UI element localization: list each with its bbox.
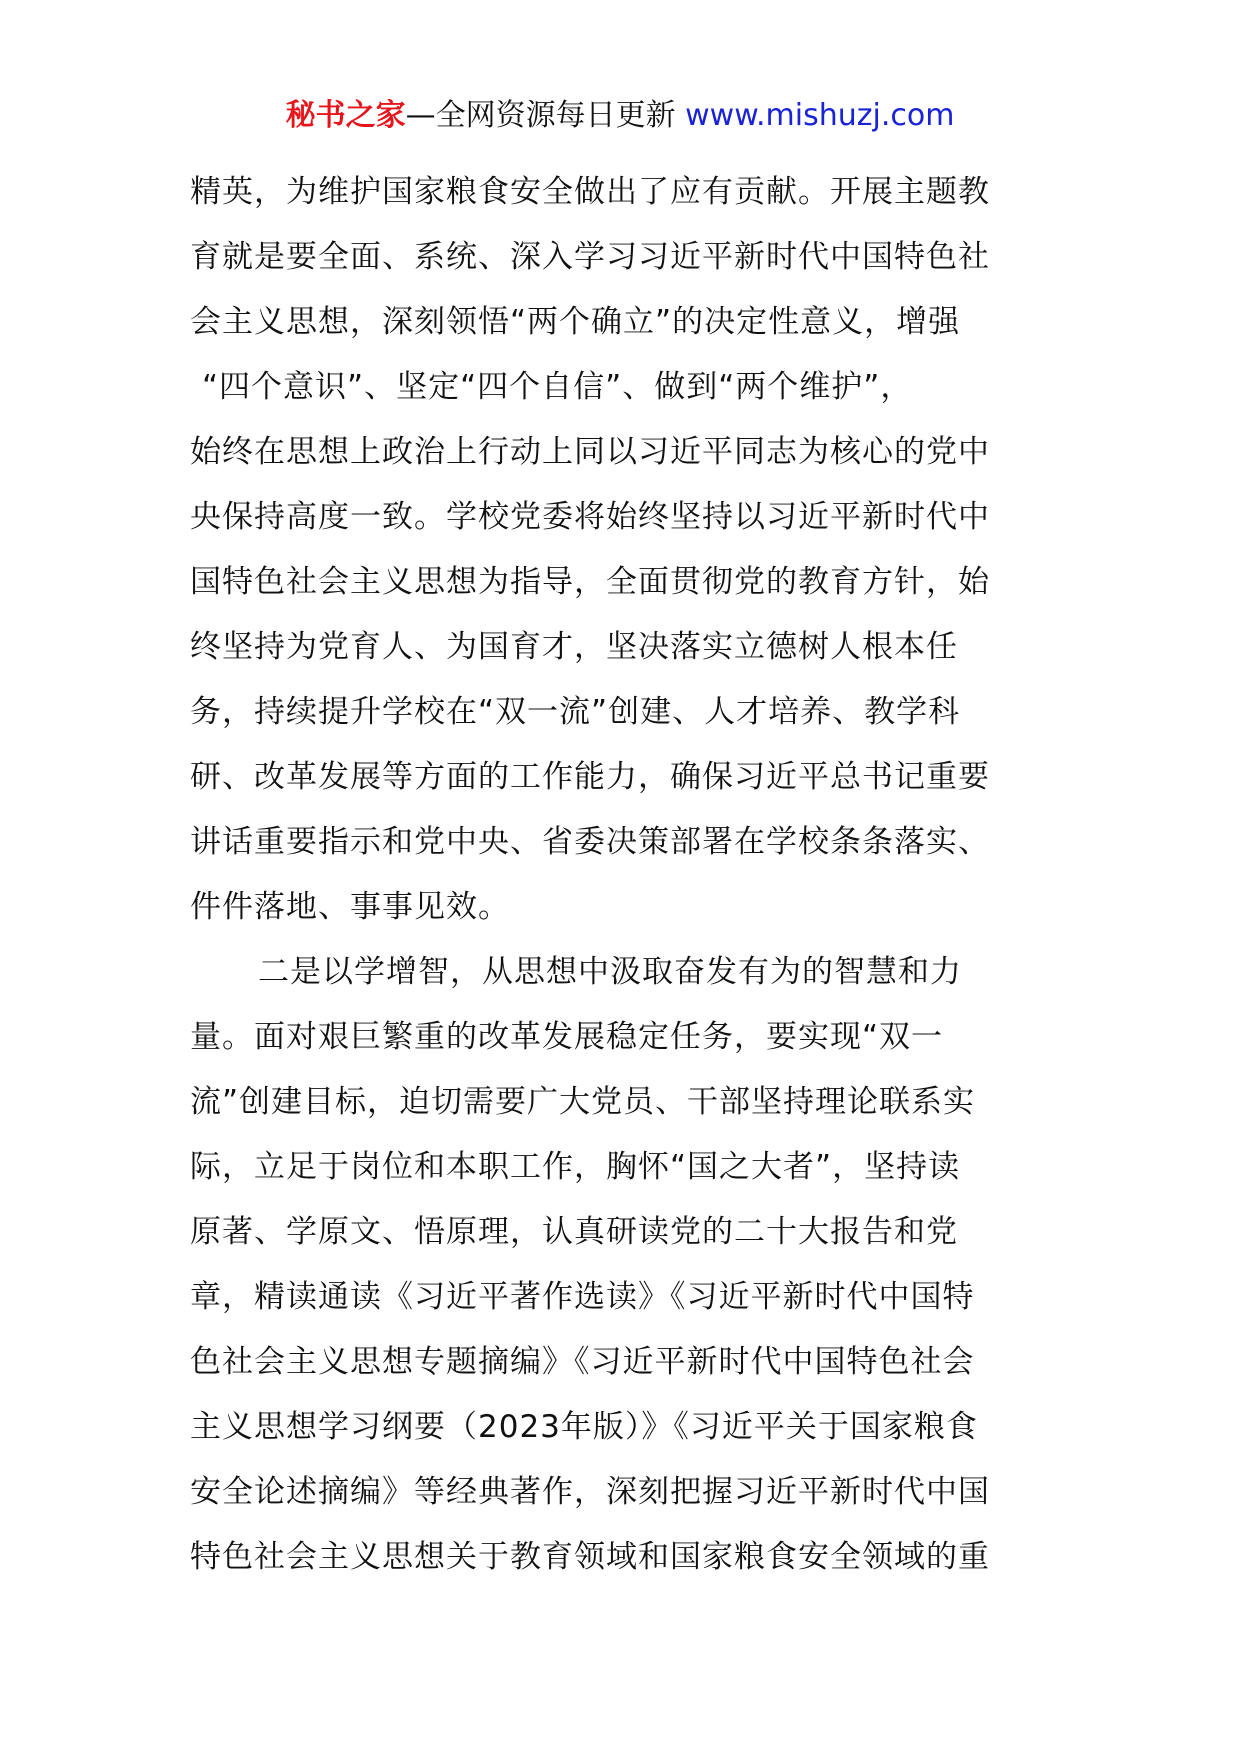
body-line: 件件落地、事事见效。 <box>190 889 510 925</box>
body-line: 原著、学原文、悟原理，认真研读党的二十大报告和党 <box>190 1214 958 1250</box>
body-line: 育就是要全面、系统、深入学习习近平新时代中国特色社 <box>190 239 990 275</box>
brand-name: 秘书之家 <box>285 98 406 133</box>
body-line: “四个意识”、坚定“四个自信”、做到“两个维护”， <box>202 369 913 405</box>
body-line: 务，持续提升学校在“双一流”创建、人才培养、教学科 <box>190 694 961 730</box>
site-url-link[interactable]: www.mishuzj.com <box>685 98 955 133</box>
body-line: 研、改革发展等方面的工作能力，确保习近平总书记重要 <box>190 759 990 795</box>
document-body <box>190 160 1065 1590</box>
body-line: 会主义思想，深刻领悟“两个确立”的决定性意义，增强 <box>190 304 961 340</box>
body-line: 章，精读通读《习近平著作选读》《习近平新时代中国特 <box>190 1279 975 1315</box>
body-line: 特色社会主义思想关于教育领域和国家粮食安全领域的重 <box>190 1539 990 1575</box>
site-header <box>0 96 1240 136</box>
body-line: 国特色社会主义思想为指导，全面贯彻党的教育方针，始 <box>190 564 990 600</box>
body-line: 流”创建目标，迫切需要广大党员、干部坚持理论联系实 <box>190 1084 976 1120</box>
body-line: 安全论述摘编》等经典著作，深刻把握习近平新时代中国 <box>190 1474 990 1510</box>
body-line: 讲话重要指示和党中央、省委决策部署在学校条条落实、 <box>190 824 990 860</box>
header-tagline: —全网资源每日更新 <box>405 98 686 133</box>
paragraph-heading-line: 二是以学增智，从思想中汲取奋发有为的智慧和力 <box>258 954 962 990</box>
body-line: 主义思想学习纲要（2023年版）》《习近平关于国家粮食 <box>190 1409 978 1445</box>
body-line: 精英，为维护国家粮食安全做出了应有贡献。开展主题教 <box>190 174 990 210</box>
body-line: 始终在思想上政治上行动上同以习近平同志为核心的党中 <box>190 434 990 470</box>
body-line: 终坚持为党育人、为国育才，坚决落实立德树人根本任 <box>190 629 958 665</box>
body-line: 色社会主义思想专题摘编》《习近平新时代中国特色社会 <box>190 1344 975 1380</box>
body-line: 央保持高度一致。学校党委将始终坚持以习近平新时代中 <box>190 499 990 535</box>
body-line: 量。面对艰巨繁重的改革发展稳定任务，要实现“双一 <box>190 1019 944 1055</box>
body-line: 际，立足于岗位和本职工作，胸怀“国之大者”，坚持读 <box>190 1149 961 1185</box>
